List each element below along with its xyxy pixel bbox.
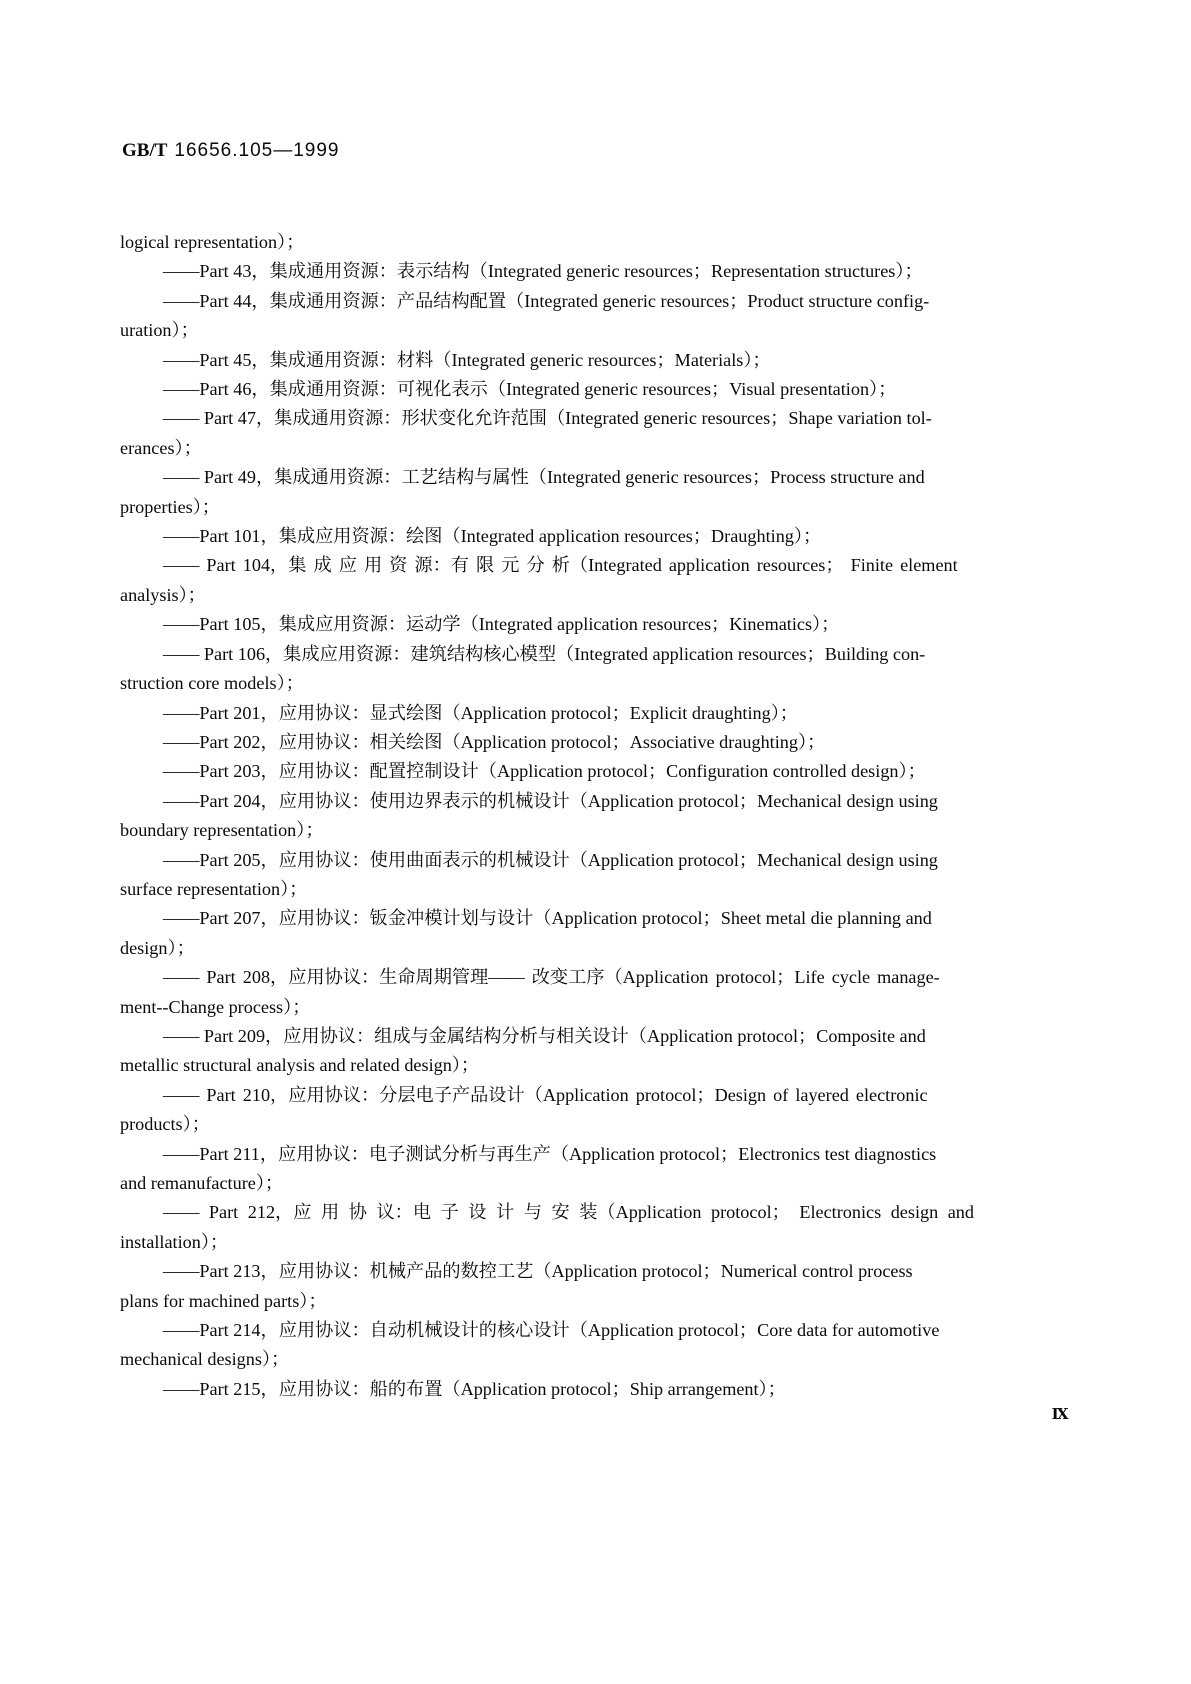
paragraph-part-49-cont: properties）； bbox=[120, 496, 220, 517]
paragraph-part-210-cont: products）； bbox=[120, 1114, 210, 1135]
paragraph-part-211-cont: and remanufacture）； bbox=[120, 1173, 284, 1193]
paragraph-part-45: ——Part 45，集成通用资源：材料（Integrated generic resources；Materials）； bbox=[163, 349, 771, 370]
paragraph-part-214-cont: mechanical designs）； bbox=[120, 1349, 290, 1370]
paragraph-part-106: —— Part 106，集成应用资源：建筑结构核心模型（Integrated application resources；Building con- bbox=[163, 643, 926, 664]
paragraph-part-215: ——Part 215，应用协议：船的布置（Application protocol；Ship arrangement）； bbox=[163, 1378, 786, 1399]
paragraph-part-210: —— Part 210，应用协议：分层电子产品设计（Application protocol；Design of layered electronic bbox=[163, 1084, 928, 1105]
standard-prefix: GB/T bbox=[122, 140, 168, 161]
paragraph-part-214: ——Part 214，应用协议：自动机械设计的核心设计（Application protocol；Core data for automotive bbox=[163, 1320, 940, 1341]
page-number: Ⅸ bbox=[1051, 1407, 1069, 1423]
paragraph-part-202: ——Part 202，应用协议：相关绘图（Application protocol；Associative draughting）； bbox=[163, 731, 826, 752]
paragraph-part-208: —— Part 208，应用协议：生命周期管理—— 改变工序（Application protocol；Life cycle manage- bbox=[163, 967, 940, 988]
paragraph-part-104: —— Part 104，集 成 应 用 资 源：有 限 元 分 析（Integrated application resources； Finite element bbox=[163, 555, 958, 576]
paragraph-part-47: —— Part 47，集成通用资源：形状变化允许范围（Integrated generic resources；Shape variation tol- bbox=[163, 408, 932, 429]
running-header bbox=[122, 140, 340, 162]
paragraph-part-205: ——Part 205，应用协议：使用曲面表示的机械设计（Application protocol；Mechanical design using bbox=[163, 849, 938, 870]
paragraph-part-204: ——Part 204，应用协议：使用边界表示的机械设计（Application protocol；Mechanical design using bbox=[163, 790, 938, 811]
paragraph-part-47-cont: erances）； bbox=[120, 437, 202, 458]
paragraph-part-205-cont: surface representation）； bbox=[120, 878, 308, 899]
paragraph-part-212: —— Part 212，应 用 协 议：电 子 设 计 与 安 装（Application protocol； Electronics design and bbox=[163, 1202, 974, 1223]
paragraph-part-105: ——Part 105，集成应用资源：运动学（Integrated application resources；Kinematics）； bbox=[163, 614, 840, 635]
paragraph-part-213-cont: plans for machined parts）； bbox=[120, 1290, 327, 1311]
paragraph-part-43: ——Part 43，集成通用资源：表示结构（Integrated generic resources；Representation structures）； bbox=[163, 261, 923, 282]
paragraph-part-44-cont: uration）； bbox=[120, 320, 199, 341]
paragraph-part-46: ——Part 46，集成通用资源：可视化表示（Integrated generic resources；Visual presentation）； bbox=[163, 379, 897, 400]
paragraph-part-106-cont: struction core models）； bbox=[120, 673, 304, 694]
paragraph-part-212-cont: installation）； bbox=[120, 1231, 229, 1252]
paragraph-part-44: ——Part 44，集成通用资源：产品结构配置（Integrated generic resources；Product structure config- bbox=[163, 290, 930, 311]
paragraph-part-209: —— Part 209，应用协议：组成与金属结构分析与相关设计（Application protocol；Composite and bbox=[163, 1025, 926, 1046]
paragraph-part-49: —— Part 49，集成通用资源：工艺结构与属性（Integrated generic resources；Process structure and bbox=[163, 467, 925, 488]
paragraph-part-211: ——Part 211，应用协议：电子测试分析与再生产（Application protocol；Electronics test diagnostics bbox=[163, 1143, 937, 1164]
paragraph-part-207-cont: design）； bbox=[120, 937, 195, 958]
paragraph-part-208-cont: ment--Change process）； bbox=[120, 996, 311, 1017]
body-text bbox=[120, 228, 992, 1404]
standard-number: 16656.105—1999 bbox=[174, 140, 340, 161]
paragraph-part-204-cont: boundary representation）； bbox=[120, 820, 324, 841]
paragraph-part-213: ——Part 213，应用协议：机械产品的数控工艺（Application protocol；Numerical control process bbox=[163, 1261, 913, 1282]
paragraph-part-201: ——Part 201，应用协议：显式绘图（Application protocol；Explicit draughting）； bbox=[163, 702, 798, 723]
paragraph-part-209-cont: metallic structural analysis and related design）； bbox=[120, 1055, 480, 1076]
paragraph-continuation-logical-representation: logical representation）； bbox=[120, 232, 305, 252]
paragraph-part-207: ——Part 207，应用协议：钣金冲模计划与设计（Application protocol；Sheet metal die planning and bbox=[163, 908, 932, 929]
paragraph-part-101: ——Part 101，集成应用资源：绘图（Integrated application resources；Draughting）； bbox=[163, 526, 822, 547]
paragraph-part-104-cont: analysis）； bbox=[120, 584, 206, 605]
paragraph-part-203: ——Part 203，应用协议：配置控制设计（Application protocol；Configuration controlled design）； bbox=[163, 761, 926, 782]
